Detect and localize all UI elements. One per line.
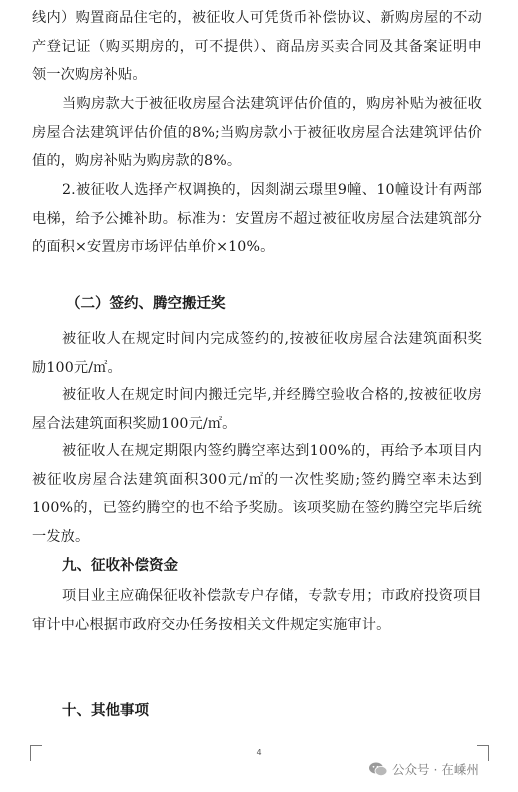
account-watermark — [368, 760, 479, 778]
wechat-icon — [368, 761, 388, 777]
paragraph-purchase-subsidy: 线内）购置商品住宅的，被征收人可凭货币补偿协议、新购房屋的不动产登记证（购买期房的，可不提供）、商品房买卖合同及其备案证明申领一次购房补贴。 — [32, 10, 482, 84]
paragraph-relocation-reward: 被征收人在规定时间内搬迁完毕,并经腾空验收合格的,按被征收房屋合法建筑面积奖励100元/㎡。 — [32, 387, 482, 432]
page-number: 4 — [256, 748, 262, 757]
paragraph-subsidy-rate: 当购房款大于被征收房屋合法建筑评估价值的，购房补贴为被征收房屋合法建筑评估价值的8%;当购房款小于被征收房屋合法建筑评估价值的，购房补贴为购房款的8%。 — [32, 96, 482, 170]
paragraph-completion-reward: 被征收人在规定期限内签约腾空率达到100%的，再给予本项目内被征收房屋合法建筑面积300元/㎡的一次性奖励;签约腾空率未达到100%的，已签约腾空的也不给予奖励。该项奖励在签约腾空完毕后统一发放。 — [32, 443, 482, 545]
paragraph-compensation-funds: 项目业主应确保征收补偿款专户存储，专款专用；市政府投资项目审计中心根据市政府交办任务按相关文件规定实施审计。 — [32, 588, 482, 633]
paragraph-signing-reward: 被征收人在规定时间内完成签约的,按被征收房屋合法建筑面积奖励100元/㎡。 — [32, 331, 482, 376]
heading-compensation-funds: 九、征收补偿资金 — [62, 558, 178, 574]
heading-other-matters: 十、其他事项 — [62, 703, 149, 719]
heading-signing-reward: （二）签约、腾空搬迁奖 — [66, 296, 226, 312]
paragraph-property-exchange: 2.被征收人选择产权调换的，因剡湖云璟里9幢、10幢设计有两部电梯，给予公摊补助。标准为：安置房不超过被征收房屋合法建筑部分的面积×安置房市场评估单价×10%。 — [32, 182, 482, 256]
watermark-text: 公众号 · 在嵊州 — [392, 762, 479, 777]
